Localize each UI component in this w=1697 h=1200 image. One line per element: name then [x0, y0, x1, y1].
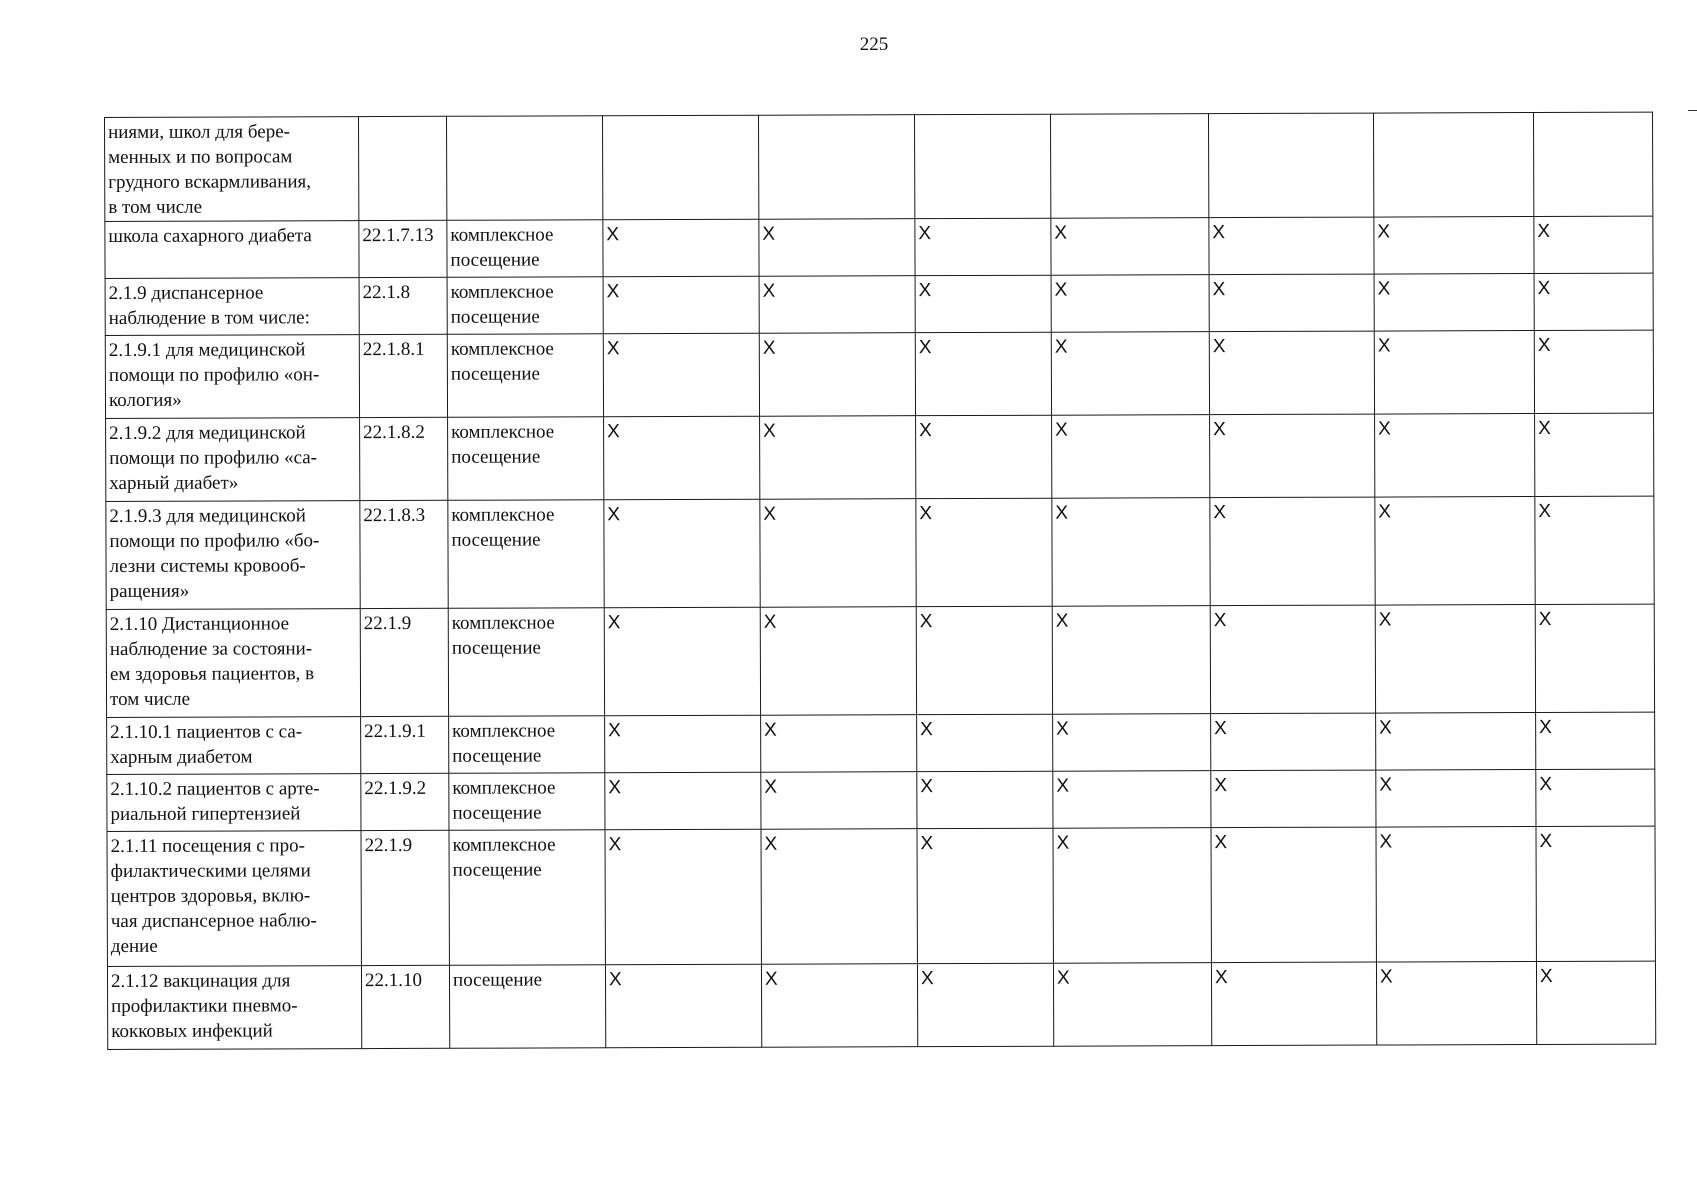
table-row: [105, 330, 1653, 418]
row-code-cell: 22.1.8.1: [359, 334, 447, 417]
row-value-cell: X: [761, 829, 917, 965]
row-value-cell: X: [604, 499, 760, 608]
row-code-cell: 22.1.9.1: [361, 716, 449, 773]
row-name-cell: 2.1.10 Дистанционное наблюдение за состояни- ем здоровья пациентов, в том числе: [106, 609, 360, 718]
table-row: [105, 112, 1653, 221]
row-value-cell: X: [1376, 770, 1536, 828]
row-value-cell: X: [760, 607, 916, 716]
row-value-cell: X: [1053, 828, 1211, 964]
row-name-cell: 2.1.10.2 пациентов с арте- риальной гипертензией: [107, 774, 361, 832]
row-value-cell: X: [1051, 218, 1209, 276]
table-row: [106, 496, 1654, 609]
row-value-cell: X: [916, 415, 1052, 498]
row-unit-cell: комплексное посещение: [449, 773, 605, 831]
row-unit-cell: комплексное посещение: [448, 417, 604, 501]
row-value-cell: X: [917, 963, 1053, 1046]
row-value-cell: X: [1209, 331, 1374, 415]
row-value-cell: X: [917, 771, 1053, 828]
row-code-cell: 22.1.8: [359, 277, 447, 334]
row-code-cell: [359, 116, 447, 220]
row-value-cell: X: [1375, 605, 1535, 714]
row-value-cell: [1373, 113, 1533, 218]
row-value-cell: [914, 114, 1050, 218]
row-value-cell: X: [1211, 827, 1376, 963]
row-value-cell: X: [1211, 962, 1376, 1046]
row-value-cell: X: [1534, 273, 1653, 330]
row-value-cell: [602, 115, 758, 220]
row-unit-cell: комплексное посещение: [449, 830, 605, 966]
row-value-cell: X: [1374, 331, 1534, 415]
table-row: [106, 413, 1654, 501]
row-code-cell: 22.1.10: [361, 965, 449, 1048]
row-name-cell: 2.1.12 вакцинация для профилактики пневмо- кокковых инфекций: [107, 966, 361, 1050]
row-unit-cell: комплексное посещение: [447, 277, 603, 335]
row-value-cell: X: [1536, 826, 1655, 961]
row-value-cell: [1208, 113, 1373, 218]
row-code-cell: 22.1.9.2: [361, 773, 449, 830]
row-value-cell: X: [605, 964, 761, 1048]
row-value-cell: X: [603, 333, 759, 417]
row-unit-cell: комплексное посещение: [447, 334, 603, 418]
row-value-cell: X: [604, 416, 760, 500]
row-value-cell: X: [1534, 216, 1653, 273]
row-value-cell: [1533, 112, 1652, 216]
row-name-cell: школа сахарного диабета: [105, 221, 359, 279]
data-table: [104, 112, 1656, 1050]
row-value-cell: X: [1053, 714, 1211, 772]
row-value-cell: X: [1536, 712, 1655, 769]
row-name-cell: 2.1.9.1 для медицинской помощи по профилю «он- кология»: [105, 335, 359, 419]
row-name-cell: 2.1.11 посещения с про- филактическими целями центров здоровья, вклю- чая диспансерное наблю- дение: [107, 831, 361, 967]
row-value-cell: X: [1376, 962, 1536, 1046]
row-value-cell: X: [1210, 497, 1375, 606]
row-value-cell: X: [1209, 274, 1374, 332]
row-value-cell: X: [605, 829, 761, 965]
table-row: [107, 826, 1655, 966]
row-value-cell: X: [1374, 217, 1534, 275]
row-value-cell: X: [605, 772, 761, 830]
row-value-cell: X: [604, 607, 760, 716]
row-value-cell: [758, 115, 914, 220]
row-value-cell: X: [1052, 498, 1210, 607]
row-value-cell: X: [1375, 497, 1535, 606]
row-value-cell: X: [759, 276, 915, 334]
row-value-cell: X: [603, 219, 759, 277]
row-value-cell: X: [1376, 713, 1536, 771]
row-value-cell: X: [916, 498, 1052, 606]
row-value-cell: X: [915, 275, 1051, 332]
table-row: [105, 216, 1653, 278]
row-value-cell: X: [760, 416, 916, 500]
row-value-cell: X: [761, 772, 917, 830]
row-value-cell: X: [915, 332, 1051, 415]
row-value-cell: X: [761, 715, 917, 773]
row-unit-cell: [446, 116, 602, 221]
table-body: [105, 112, 1656, 1049]
row-unit-cell: комплексное посещение: [448, 608, 604, 717]
row-value-cell: X: [1210, 605, 1375, 714]
row-name-cell: 2.1.10.1 пациентов с са- харным диабетом: [107, 717, 361, 775]
row-value-cell: X: [1051, 332, 1209, 416]
row-value-cell: X: [759, 333, 915, 417]
row-value-cell: X: [1375, 414, 1535, 498]
table-row: [106, 604, 1654, 717]
row-value-cell: X: [1053, 771, 1211, 829]
table-row: [107, 712, 1655, 774]
row-unit-cell: комплексное посещение: [447, 220, 603, 278]
row-code-cell: 22.1.9: [361, 830, 449, 965]
row-value-cell: X: [915, 218, 1051, 275]
row-value-cell: X: [917, 714, 1053, 771]
row-value-cell: X: [1535, 604, 1654, 712]
row-name-cell: 2.1.9.3 для медицинской помощи по профилю «бо- лезни системы кровооб- ращения»: [106, 501, 360, 610]
row-name-cell: ниями, школ для бере- менных и по вопросам грудного вскармливания, в том числе: [105, 117, 359, 222]
row-unit-cell: посещение: [449, 965, 605, 1049]
row-name-cell: 2.1.9.2 для медицинской помощи по профилю «са- харный диабет»: [106, 418, 360, 502]
row-code-cell: 22.1.8.2: [360, 417, 448, 500]
row-value-cell: [1050, 114, 1208, 219]
row-value-cell: X: [1209, 217, 1374, 275]
row-value-cell: X: [1534, 330, 1653, 413]
row-value-cell: X: [1053, 963, 1211, 1047]
row-value-cell: X: [1052, 415, 1210, 499]
table-row: [107, 769, 1655, 831]
row-value-cell: X: [1536, 769, 1655, 826]
row-value-cell: X: [761, 964, 917, 1048]
row-value-cell: X: [916, 606, 1052, 714]
row-value-cell: X: [1376, 827, 1536, 963]
row-value-cell: X: [603, 276, 759, 334]
margin-mark: [1688, 110, 1697, 111]
row-value-cell: X: [605, 715, 761, 773]
row-value-cell: X: [1536, 961, 1655, 1044]
row-value-cell: X: [1374, 274, 1534, 332]
row-name-cell: 2.1.9 диспансерное наблюдение в том числе:: [105, 278, 359, 336]
row-code-cell: 22.1.7.13: [359, 220, 447, 277]
table-row: [105, 273, 1653, 335]
row-value-cell: X: [1535, 496, 1654, 604]
table-row: [107, 961, 1655, 1049]
row-value-cell: X: [1211, 770, 1376, 828]
row-value-cell: X: [1051, 275, 1209, 333]
row-unit-cell: комплексное посещение: [449, 716, 605, 774]
row-value-cell: X: [917, 828, 1053, 963]
row-value-cell: X: [1210, 414, 1375, 498]
row-value-cell: X: [759, 219, 915, 277]
page-number: 225: [859, 34, 889, 55]
row-value-cell: X: [1535, 413, 1654, 496]
row-unit-cell: комплексное посещение: [448, 500, 604, 609]
row-value-cell: X: [1211, 713, 1376, 771]
row-value-cell: X: [1052, 606, 1210, 715]
row-code-cell: 22.1.9: [360, 608, 448, 716]
row-value-cell: X: [760, 499, 916, 608]
row-code-cell: 22.1.8.3: [360, 500, 448, 608]
